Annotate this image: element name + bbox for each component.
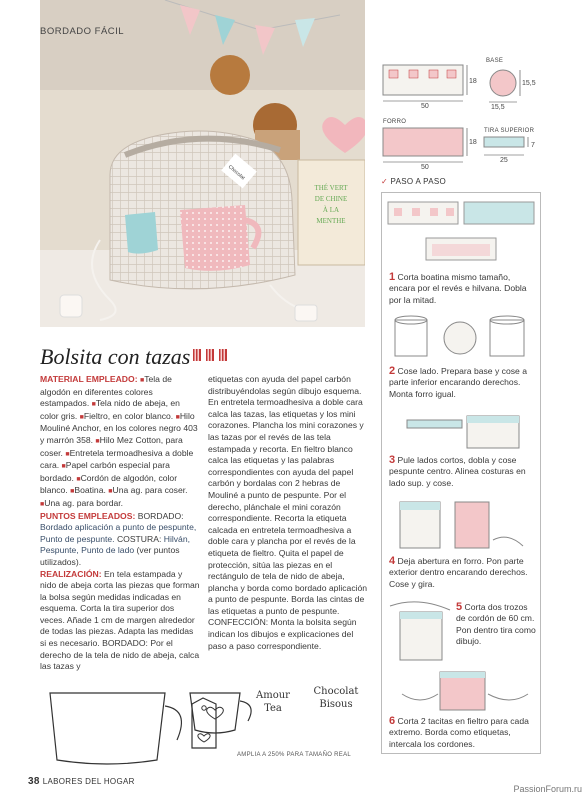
step-1-illustration (386, 200, 536, 270)
step-number: 6 (389, 715, 396, 727)
svg-text:THÉ VERT: THÉ VERT (314, 184, 348, 192)
realizacion-heading: REALIZACIÓN: (40, 568, 102, 579)
dimension-7: 7 (531, 142, 535, 149)
check-icon: ✓ (381, 177, 389, 186)
step-2-illustration (390, 312, 535, 362)
embroidery-word-tea: Tea (264, 703, 282, 714)
embroidery-word-chocolat: Chocolat (313, 686, 359, 697)
puntos-costura-label: COSTURA: (116, 533, 162, 544)
material-item: Papel carbón especial para bordado. (40, 460, 170, 483)
step-text: Corta dos trozos de cordón de 60 cm. Pon dentro tira como dibujo. (456, 602, 536, 646)
dimension-18-main: 18 (469, 78, 477, 85)
material-item: Boatina. (74, 485, 106, 496)
cup-pattern-small (190, 693, 240, 733)
puntos-bordado-label: BORDADO: (137, 510, 184, 521)
material-item: Fieltro, en color blanco. (83, 410, 174, 421)
step-6 (389, 716, 537, 750)
page-number: 38 (28, 776, 40, 787)
enlarge-note: AMPLIA A 250% PARA TAMAÑO REAL (237, 752, 352, 758)
step-header-text: PASO A PASO (390, 177, 447, 186)
tira-label: TIRA SUPERIOR (484, 128, 535, 134)
page-folio (28, 776, 135, 787)
step-number: 1 (389, 271, 396, 283)
article-column-2 (208, 374, 368, 652)
svg-text:DE CHINE: DE CHINE (314, 195, 348, 203)
step-1 (389, 272, 537, 306)
material-item: Una ag. para coser. (112, 485, 188, 496)
step-3-illustration (405, 410, 530, 452)
step-5 (456, 602, 538, 647)
material-item: Cordón de algodón, color blanco. (40, 472, 178, 496)
material-item: Hilo Mez Cotton, para coser. (40, 434, 183, 458)
dimension-25: 25 (500, 157, 508, 164)
material-item: Tela nido de abeja, en color gris. (40, 398, 180, 421)
step-text: Pule lados cortos, dobla y cose pespunte centro. Alinea costuras en lado sup. y cose. (389, 455, 526, 488)
material-heading: MATERIAL EMPLEADO: (40, 374, 138, 384)
dimension-50-forro: 50 (421, 164, 429, 171)
article-column-1: MATERIAL EMPLEADO: ■Tela de algodón en diferentes colores estampados. ■Tela nido de abeja, en color gris. ■Fieltro, en color blanco. ■Hilo Mouliné Anchor, en los colores negro 403 y marrón 358. ■Hilo Mez Cotton, para coser. ■Entretela termoadhesiva a doble cara. ■Papel carbón especial para bordado. ■Cordón de algodón, color blanco. ■Boatina. ■Una ag. para coser. ■Una ag. para bordar. PUNTOS EMPLEADOS: BORDADO: Bordado aplicación a punto de pespunte, Punto de pespunte. COSTURA: Hilván, Pespunte, Punto de lado (ver puntos utilizados). REALIZACIÓN: En tela estampada y nido de abeja corta las piezas que forman la bolsa según medidas indicadas en esquema. Corta la tira superior dos veces. Añade 1 cm de margen alrededor de todas las piezas. Adapta las medidas si es necesario. BORDADO: Por el derecho de la tela de nido de abeja, calca las tazas y (40, 374, 200, 672)
puntos-bordado: Bordado aplicación a punto de pespunte, Punto de pespunte. (40, 522, 197, 544)
step-3 (389, 455, 537, 489)
step-number: 4 (389, 555, 396, 567)
step-text: Corta boatina mismo tamaño, encara por el revés e hilvana. Dobla por la mitad. (389, 272, 527, 305)
step-4-illustration (395, 498, 535, 554)
dimension-15-5-side: 15,5 (522, 80, 536, 87)
watermark: PassionForum.ru (513, 784, 582, 794)
embroidery-word-amour: Amour (256, 690, 290, 701)
dimension-50-main: 50 (421, 103, 429, 110)
step-text: Corta 2 tacitas en fieltro para cada extremo. Borda como etiquetas, intercala los cordones. (389, 716, 529, 749)
magazine-name: LABORES DEL HOGAR (42, 777, 135, 786)
hero-photo (40, 0, 365, 327)
step-text: Deja abertura en forro. Pon parte exterior dentro encarando derechos. Cose y gira. (389, 556, 528, 589)
step-text: Cose lado. Prepara base y cose a parte inferior encarando derechos. Monta forro igual. (389, 366, 527, 399)
dimension-15-5-bottom: 15,5 (491, 104, 505, 111)
section-tag: BORDADO FÁCIL (40, 26, 125, 37)
cup-pattern-large (50, 693, 165, 764)
step-number: 2 (389, 365, 396, 377)
svg-text:Chocolat: Chocolat (226, 164, 246, 182)
step-number: 5 (456, 601, 463, 613)
forro-label: FORRO (383, 119, 407, 125)
step-6-illustration (400, 664, 535, 714)
puntos-heading: PUNTOS EMPLEADOS: (40, 510, 136, 521)
measurement-diagram (381, 55, 541, 170)
dimension-18-forro: 18 (469, 139, 477, 146)
material-item: Entretela termoadhesiva a doble cara. (40, 447, 194, 471)
article-title: Bolsita con tazas (40, 344, 191, 369)
step-4 (389, 556, 537, 590)
svg-text:À LA: À LA (322, 206, 340, 214)
drawstring-bag-photo (40, 0, 365, 327)
puntos-costura: Hilván, Pespunte, Punto de lado (40, 533, 191, 556)
realizacion-text: En tela estampada y nido de abeja corta las piezas que forman la bolsa según medidas indicadas en esquema. Corta la tira superior dos veces. Añade 1 cm de margen alrededor de todas las piezas. Adapta las medidas si es necesario. BORDADO: Por el derecho de la tela de nido de abeja, calca las tazas y (40, 568, 200, 672)
step-number: 3 (389, 454, 396, 466)
step-header (381, 177, 446, 186)
base-label: BASE (486, 58, 504, 64)
instructions-text: etiquetas con ayuda del papel carbón distribuyéndolas según dibujo esquema. En entretela termoadhesiva a doble cara calca las tazas, las etiquetas y los mini corazones. Plancha los mini corazones y las tazas por el revés de las tela estampada y recorta. En fieltro blanco calca las etiquetas y las palabras correspondientes con ayuda del papel carbón y bordalas con 2 hebras de Mouliné a punto de pespunte. Por el derecho, plánchale el mini corazón correspondiente. Recorta la etiqueta calcada en entretela termoadhesiva a doble cara y plancha por el revés de la etiqueta de fieltro. Quita el papel de protección, sitúa las piezas en el rectángulo de tela de nido de abeja, plancha y borda como bordado aplicación a punto de pespunte. Borda las cintas de las etiquetas a punto de pespunte. CONFECCIÓN: Monta la bolsita según indican los dibujos e explicaciones del paso a paso correspondiente. (208, 374, 368, 651)
step-2 (389, 366, 537, 400)
step-5-illustration (388, 596, 454, 668)
material-item: Tela de algodón en diferentes colores estampados. (40, 374, 172, 409)
embroidery-word-bisous: Bisous (319, 699, 353, 710)
puntos-note: (ver puntos utilizados). (40, 545, 180, 567)
material-item: Una ag. para bordar. (44, 497, 124, 508)
svg-text:MENTHE: MENTHE (316, 217, 346, 225)
cup-stripes-icon (193, 348, 229, 362)
material-item: Hilo Mouliné Anchor, en los colores negro 403 y marrón 358. (40, 410, 198, 445)
